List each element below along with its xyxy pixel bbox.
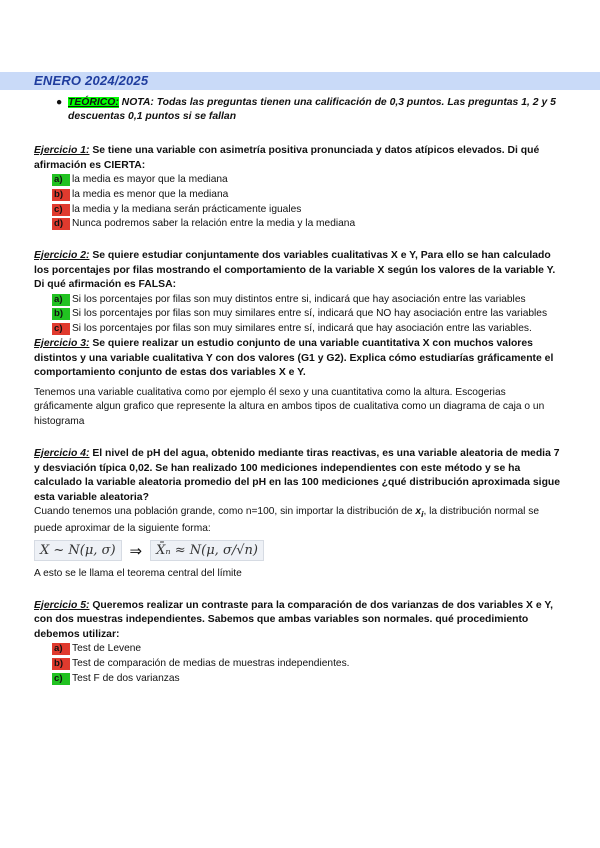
option-text: la media es mayor que la mediana: [72, 174, 228, 185]
question-5-text: Queremos realizar un contraste para la comparación de dos varianzas de dos variables X e Y, con dos muestras independientes. Sabemos que ambas variables son normales. qué procedimiento debemos utilizar:: [34, 599, 553, 640]
option-text: Si los porcentajes por filas son muy similares entre sí, indicará que hay asociación entre las variables.: [72, 323, 532, 335]
answer-4-sub: i: [421, 509, 424, 520]
option-text: Test F de dos varianzas: [72, 672, 180, 684]
option-text: la media y la mediana serán prácticamente iguales: [72, 203, 302, 215]
question-5-label: Ejercicio 5:: [34, 599, 90, 611]
question-5-options: [34, 642, 564, 686]
answer-4-text-b: , la distribución normal se puede aproximar de la siguiente forma:: [34, 506, 539, 534]
question-3-text: Se quiere realizar un estudio conjunto de una variable cuantitativa X con muchos valores distintos y una variable cualitativa Y con dos valores (G1 y G2). Explica cómo estudiarías gráficamente el comportamiento conjunto de estas dos variables X e Y.: [34, 338, 554, 379]
teorico-label: TEÓRICO:: [68, 97, 119, 108]
question-4-label: Ejercicio 4:: [34, 448, 90, 460]
question-2-label: Ejercicio 2:: [34, 250, 90, 262]
question-2-text: Se quiere estudiar conjuntamente dos variables cualitativas X e Y, Para ello se han calculado los porcentajes por filas mostrando el comportamiento de la variable X según los valores de la variable Y. Di qué afirmación es FALSA:: [34, 250, 556, 291]
question-1-label: Ejercicio 1:: [34, 145, 90, 156]
question-3: [34, 337, 564, 381]
clt-formula: [34, 540, 564, 561]
page-title: ENERO 2024/2025: [34, 73, 149, 88]
option-letter: c): [52, 673, 70, 685]
option-letter: c): [52, 204, 70, 216]
option-5b: [52, 657, 564, 672]
answer-4-footer: A esto se le llama el teorema central del límite: [34, 568, 242, 580]
option-letter: d): [52, 218, 70, 230]
option-2a: [52, 293, 564, 308]
teorico-note: [34, 96, 564, 124]
question-2-options: [34, 293, 564, 337]
option-1a: [52, 173, 564, 188]
implies-icon: ⇒: [129, 541, 143, 560]
option-2b: [52, 307, 564, 322]
option-letter: c): [52, 323, 70, 335]
option-1c: [52, 203, 564, 218]
question-1-options: [34, 173, 564, 232]
option-1d: [52, 217, 564, 232]
formula-right: X̄ₙ ≈ N(μ, σ/√n): [150, 540, 264, 561]
option-1b: [52, 188, 564, 203]
option-text: Si los porcentajes por filas son muy similares entre sí, indicará que NO hay asociación entre las variables: [72, 308, 548, 320]
answer-4-text-a: Cuando tenemos una población grande, como n=100, sin importar la distribución de: [34, 506, 416, 518]
teorico-note-text: NOTA: Todas las preguntas tienen una calificación de 0,3 puntos. Las preguntas 1, 2 y 5 descuentas 0,1 puntos si se fallan: [68, 97, 556, 122]
option-letter: a): [52, 643, 70, 655]
question-3-label: Ejercicio 3:: [34, 338, 90, 350]
title-band: [0, 72, 600, 90]
option-5c: [52, 672, 564, 687]
option-text: Test de comparación de medias de muestras independientes.: [72, 657, 350, 669]
option-2c: [52, 322, 564, 337]
formula-left: X ~ N(μ, σ): [34, 540, 122, 561]
answer-4: [34, 505, 564, 536]
option-letter: b): [52, 308, 70, 320]
question-2: [34, 249, 564, 293]
answer-4-var: x: [415, 506, 422, 518]
bullet-icon: ●: [56, 97, 63, 108]
option-5a: [52, 642, 564, 657]
option-text: Nunca podremos saber la relación entre la media y la mediana: [72, 218, 356, 230]
option-letter: a): [52, 294, 70, 306]
option-text: la media es menor que la mediana: [72, 188, 229, 200]
option-letter: b): [52, 189, 70, 201]
option-text: Test de Levene: [72, 643, 142, 655]
question-4-text: El nivel de pH del agua, obtenido mediante tiras reactivas, es una variable aleatoria de media 7 y desviación típica 0,02. Se han realizado 100 mediciones independientes con este método y se ha calculado la variable aleatoria promedio del pH en las 100 mediciones ¿qué distribución aproximada sigue esta variable aleatoria?: [34, 448, 561, 503]
question-1-text: Se tiene una variable con asimetría positiva pronunciada y datos atípicos elevados. Di qué afirmación es CIERTA:: [34, 145, 540, 171]
document-body: [34, 96, 564, 687]
question-5: [34, 599, 564, 643]
option-letter: a): [52, 174, 70, 186]
option-letter: b): [52, 658, 70, 670]
option-text: Si los porcentajes por filas son muy distintos entre si, indicará que hay asociación entre las variables: [72, 293, 526, 305]
question-4: [34, 447, 564, 505]
question-1: [34, 144, 564, 173]
answer-3: Tenemos una variable cualitativa como por ejemplo él sexo y una cuantitativa como la altura. Escogerias gráficamente algun grafico que represente la altura en ambos tipos de cualitativa como un diagrama de caja o un histograma: [34, 386, 545, 427]
